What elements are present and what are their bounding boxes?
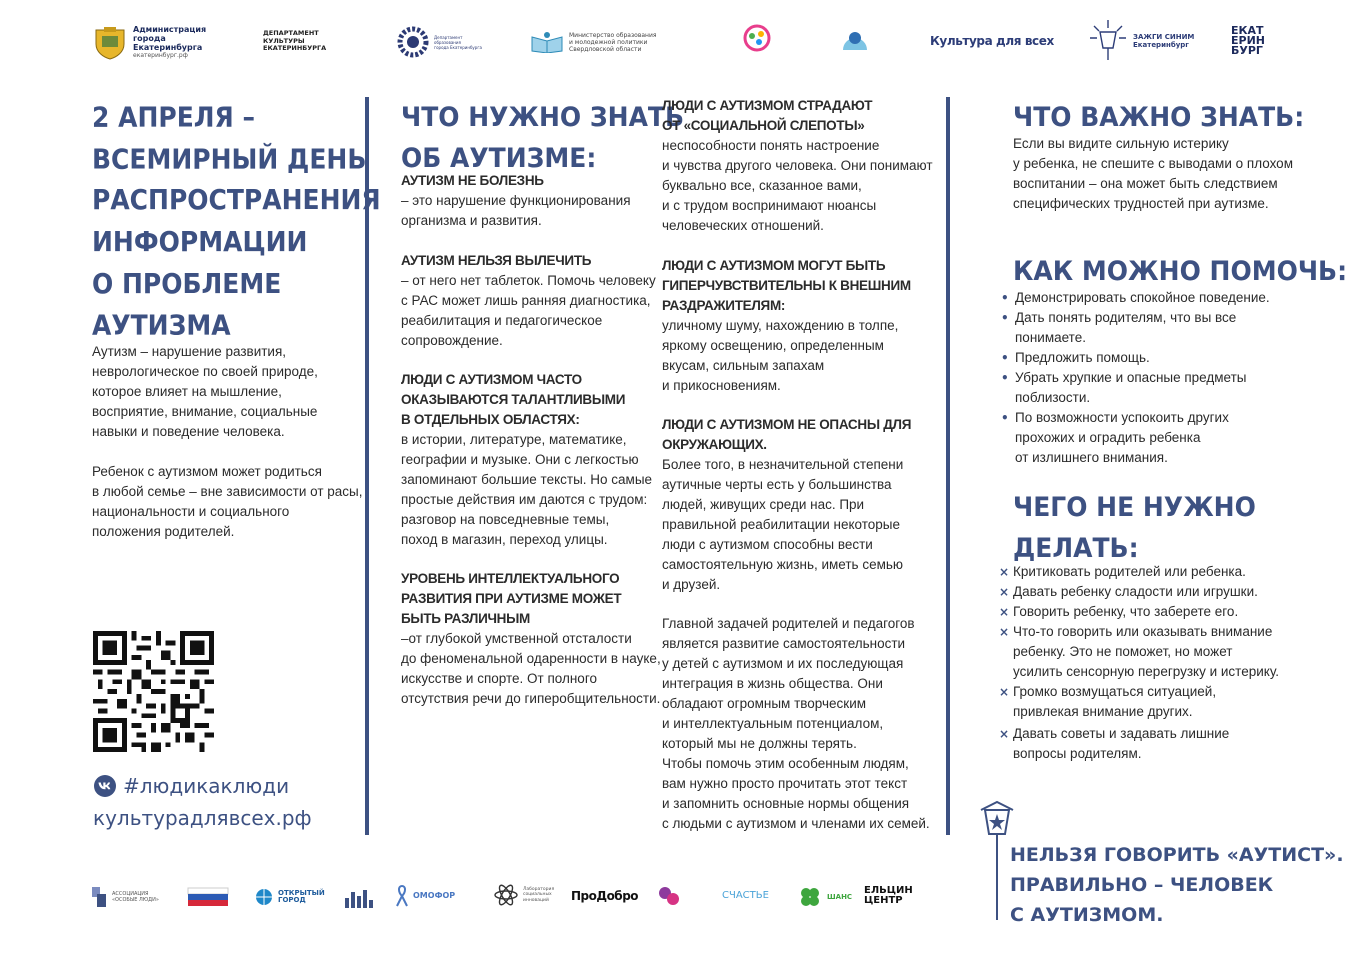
cross-icon: × (999, 605, 1010, 619)
cross-icon: × (999, 727, 1010, 741)
list-item: × Критиковать родителей или ребенка. (999, 562, 1329, 582)
cross-icon: × (999, 625, 1010, 639)
hashtag-row[interactable] (93, 774, 289, 798)
website-link[interactable]: культурадлявсех.рф (93, 806, 312, 830)
chance-logo: ШАНС (798, 885, 852, 909)
main-task-paragraph: Главной задачей родителей и педагогов является развитие самостоятельности у детей с аутизмом и их последующая интеграция в жизнь общества. Они обладают огромным творческим и интеллектуальным потенциалом, который мы не должны терять. Чтобы помочь этим особенным людям, вам нужно просто прочитать этот текст и запомнить основные нормы общения с людьми с аутизмом и членами их семей. (662, 616, 930, 831)
blocks-icon (91, 886, 107, 908)
bullet-icon: • (1001, 291, 1009, 305)
laboratory-logo: Лаборатория социальных инноваций (494, 882, 554, 908)
qr-code[interactable] (93, 631, 214, 752)
list-item: × Говорить ребенку, что заберете его. (999, 602, 1329, 622)
dept-education-logo: Департамент образования города Екатеринбурга (397, 26, 482, 58)
ribbon-icon (396, 884, 408, 908)
fact-incurable: АУТИЗМ НЕЛЬЗЯ ВЫЛЕЧИТЬ – от него нет таблеток. Помочь человеку с РАС может лишь ранняя диагностика, реабилитация и педагогическое сопровождение. (401, 253, 656, 348)
fact-talented: ЛЮДИ С АУТИЗМОМ ЧАСТО ОКАЗЫВАЮТСЯ ТАЛАНТЛИВЫМИ В ОТДЕЛЬНЫХ ОБЛАСТЯХ: в истории, литературе, математике, географии и музыке. Они с легкостью запоминают большие тексты. Но самые простые действия им даются с трудом: разговор на повседневные темы, поход в магазин, переход улицы. (401, 372, 653, 547)
hearts-icon (658, 885, 680, 907)
bullet-icon: • (1001, 351, 1009, 365)
cross-icon: × (999, 585, 1010, 599)
city-skyline-icon (343, 886, 375, 910)
help-list (1001, 288, 1331, 468)
family-paragraph: Ребенок с аутизмом может родиться в любой семье – вне зависимости от расы, национальности и социального положения родителей. (92, 464, 363, 539)
divider-right (946, 97, 950, 835)
clover-icon (798, 885, 822, 909)
list-item: • Предложить помощь. (1001, 348, 1331, 368)
colorful-circle-emblem-icon (739, 24, 775, 58)
terminology-note: НЕЛЬЗЯ ГОВОРИТЬ «АУТИСТ». ПРАВИЛЬНО – ЧЕЛОВЕК С АУТИЗМОМ. (1010, 844, 1344, 926)
autism-org-logo (839, 28, 871, 56)
globe-icon (255, 888, 273, 906)
gear-emblem-icon (397, 26, 429, 58)
yeltsin-center-logo: ЕЛЬЦИН ЦЕНТР (864, 885, 913, 906)
list-item: × Что-то говорить или оказывать внимание ребенку. Это не поможет, но может усилить сенсорную перегрузку и истерику. (999, 624, 1279, 679)
globe-emblem-icon (839, 28, 871, 56)
important-title: ЧТО ВАЖНО ЗНАТЬ: (1013, 101, 1305, 133)
culture-for-all-logo: Культура для всех (930, 34, 1054, 48)
trait-hypersensitivity: ЛЮДИ С АУТИЗМОМ МОГУТ БЫТЬ ГИПЕРЧУВСТВИТЕЛЬНЫ К ВНЕШНИМ РАЗДРАЖИТЕЛЯМ: уличному шуму, нахождению в толпе, яркому освещению, определенным вкусам, сильным запахам и прикосновениям. (662, 258, 911, 393)
open-city-logo: ОТКРЫТЫЙ ГОРОД (255, 888, 325, 906)
list-item: × Давать ребенку сладости или игрушки. (999, 582, 1329, 602)
flag-icon (186, 884, 230, 908)
lantern-icon (1088, 18, 1128, 64)
bottom-logo-strip (0, 868, 1353, 928)
ekb-coat-of-arms-icon (92, 24, 128, 60)
resource-center-logo (739, 24, 775, 58)
cross-icon: × (999, 685, 1010, 699)
trait-social-blindness: ЛЮДИ С АУТИЗМОМ СТРАДАЮТ ОТ «СОЦИАЛЬНОЙ СЛЕПОТЫ» неспособности понять настроение и чувства другого человека. Они понимают буквально все, сказанное вами, и с трудом воспринимают нюансы человеческих отношений. (662, 98, 933, 233)
page-title: 2 АПРЕЛЯ – ВСЕМИРНЫЙ ДЕНЬ РАСПРОСТРАНЕНИЯ ИНФОРМАЦИИ О ПРОБЛЕМЕ АУТИЗМА (92, 101, 381, 341)
pro-dobro-logo: ПроДобро (571, 889, 639, 903)
intro-paragraph: Аутизм – нарушение развития, неврологическое по своей природе, которое влияет на мышление, восприятие, внимание, социальные навыки и поведение человека. (92, 344, 318, 439)
vk-icon[interactable] (93, 774, 117, 798)
list-item: • Убрать хрупкие и опасные предметы поблизости. (1001, 370, 1247, 405)
bullet-icon: • (1001, 411, 1009, 425)
omofor-logo: ОМОФОР (396, 884, 455, 908)
hashtag-text[interactable]: #людикаклюди (123, 774, 290, 798)
list-item: • Дать понять родителям, что вы все понимаете. (1001, 310, 1237, 345)
list-item: • Демонстрировать спокойное поведение. (1001, 288, 1331, 308)
assoc-special-people-logo: АССОЦИАЦИЯ «ОСОБЫЕ ЛЮДИ» (91, 886, 159, 908)
happiness-logo: СЧАСТЬЕ (722, 890, 769, 901)
admin-ekb-logo: Администрация города Екатеринбурга екатеринбург.рф (92, 24, 206, 60)
all-together-logo (658, 885, 680, 907)
cross-icon: × (999, 565, 1010, 579)
open-book-icon (530, 31, 564, 53)
how-to-help-title: КАК МОЖНО ПОМОЧЬ: (1013, 255, 1348, 287)
tantrum-paragraph: Если вы видите сильную истерику у ребенка, не спешите с выводами о плохом воспитании – она может быть следствием специфических трудностей при аутизме. (1013, 136, 1293, 211)
dept-culture-logo: ДЕПАРТАМЕНТ КУЛЬТУРЫ ЕКАТЕРИНБУРГА (263, 29, 327, 52)
bullet-icon: • (1001, 371, 1009, 385)
atom-icon (494, 882, 518, 908)
fact-intellect: УРОВЕНЬ ИНТЕЛЛЕКТУАЛЬНОГО РАЗВИТИЯ ПРИ АУТИЗМЕ МОЖЕТ БЫТЬ РАЗЛИЧНЫМ –от глубокой умственной отсталости до феноменальной одаренности в науке, искусстве и спорте. От полного отсутствия речи до гиперобщительности. (401, 571, 661, 706)
parents-org-logo (186, 884, 230, 908)
top-logo-strip (0, 14, 1353, 74)
bullet-icon: • (1001, 311, 1009, 325)
list-item: × Давать советы и задавать лишние вопросы родителям. (999, 726, 1230, 761)
dont-list (999, 562, 1329, 764)
light-blue-logo: ЗАЖГИ СИНИМ Екатеринбург (1088, 18, 1194, 64)
ekb-brand-logo: ЕКАТ ЕРИН БУРГ (1231, 24, 1265, 57)
list-item: × Громко возмущаться ситуацией, привлекая внимание других. (999, 684, 1217, 719)
trait-not-dangerous: ЛЮДИ С АУТИЗМОМ НЕ ОПАСНЫ ДЛЯ ОКРУЖАЮЩИХ. Более того, в незначительной степени аутичные черты есть у большинства людей, живущих среди нас. При правильной реабилитации некоторые люди с аутизмом способны вести самостоятельную жизнь, иметь семью и друзей. (662, 417, 912, 592)
fact-not-disease: АУТИЗМ НЕ БОЛЕЗНЬ – это нарушение функционирования организма и развития. (401, 173, 631, 228)
facts-title: ЧТО НУЖНО ЗНАТЬ ОБ АУТИЗМЕ: (401, 101, 685, 174)
list-item: • По возможности успокоить других прохожих и оградить ребенка от излишнего внимания. (1001, 410, 1229, 465)
aurora-logo (343, 886, 375, 910)
ministry-logo: Министерство образования и молодежной политики Свердловской области (530, 31, 656, 53)
dont-title: ЧЕГО НЕ НУЖНО ДЕЛАТЬ: (1013, 491, 1256, 564)
